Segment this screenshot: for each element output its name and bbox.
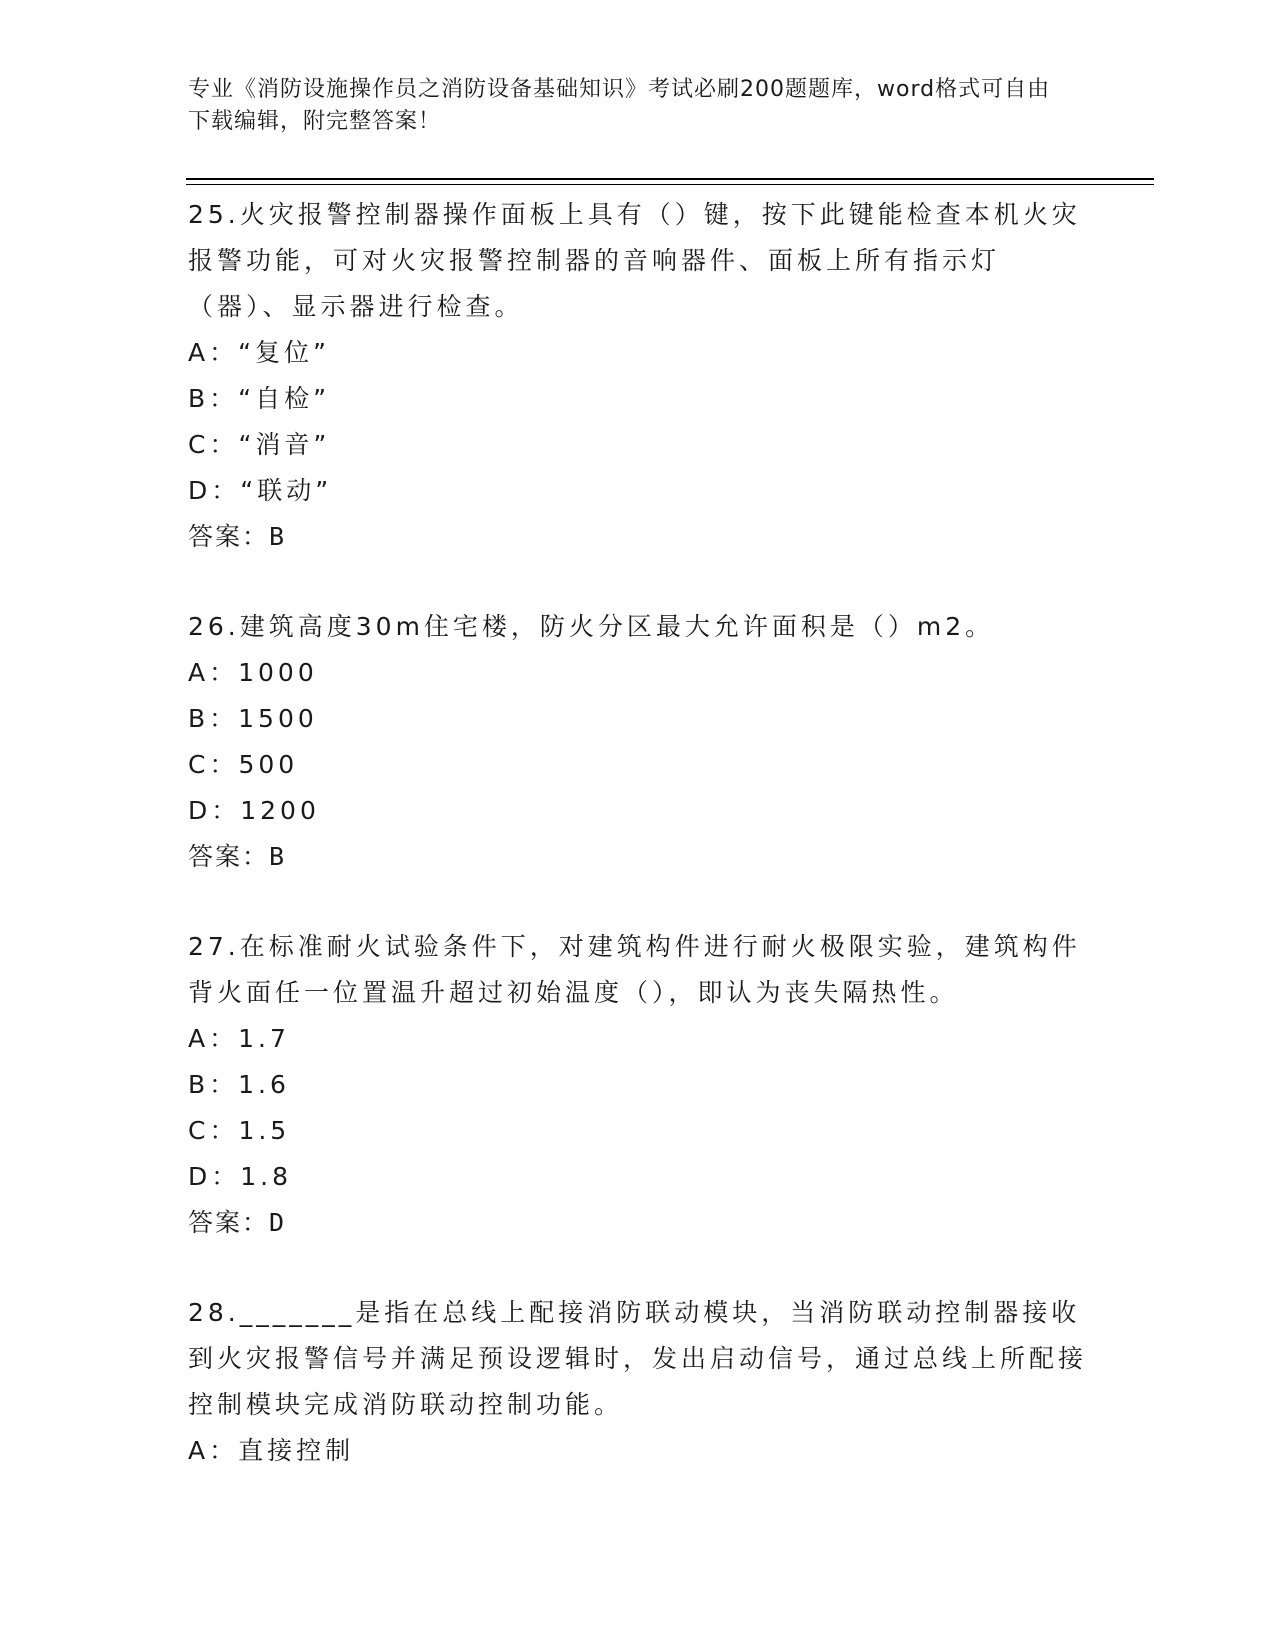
header-divider-thick bbox=[186, 178, 1154, 180]
question-stem: 25.火灾报警控制器操作面板上具有（）键，按下此键能检查本机火灾报警功能，可对火灾报警控制器的音响器件、面板上所有指示灯（器）、显示器进行检查。 bbox=[188, 200, 1081, 321]
answer-value: B bbox=[269, 522, 287, 551]
answer-value: D bbox=[269, 1208, 287, 1237]
question-28 bbox=[188, 1290, 1088, 1474]
answer-value: B bbox=[269, 842, 287, 871]
question-stem: 27.在标准耐火试验条件下，对建筑构件进行耐火极限实验，建筑构件背火面任一位置温升超过初始温度（），即认为丧失隔热性。 bbox=[188, 932, 1081, 1007]
option-c: C：“消音” bbox=[188, 430, 331, 459]
answer-label: 答案： bbox=[188, 522, 270, 551]
option-b: B：1.6 bbox=[188, 1070, 290, 1099]
header-divider-thin bbox=[186, 184, 1154, 185]
question-27 bbox=[188, 924, 1088, 1246]
question-25 bbox=[188, 192, 1088, 560]
answer-line bbox=[188, 834, 1088, 880]
option-a: A：1000 bbox=[188, 658, 318, 687]
option-d: D：1200 bbox=[188, 796, 320, 825]
document-header: 专业《消防设施操作员之消防设备基础知识》考试必刷200题题库，word格式可自由下载编辑，附完整答案！ bbox=[188, 77, 1051, 134]
option-a: A：直接控制 bbox=[188, 1436, 355, 1465]
question-stem: 28._______是指在总线上配接消防联动模块，当消防联动控制器接收到火灾报警信号并满足预设逻辑时，发出启动信号，通过总线上所配接控制模块完成消防联动控制功能。 bbox=[188, 1298, 1088, 1419]
option-b: B：1500 bbox=[188, 704, 318, 733]
option-a: A：1.7 bbox=[188, 1024, 290, 1053]
option-d: D：“联动” bbox=[188, 476, 333, 505]
question-list bbox=[188, 192, 1088, 1518]
option-c: C：1.5 bbox=[188, 1116, 291, 1145]
question-26 bbox=[188, 604, 1088, 880]
answer-line bbox=[188, 1200, 1088, 1246]
answer-line bbox=[188, 514, 1088, 560]
option-c: C：500 bbox=[188, 750, 299, 779]
question-stem: 26.建筑高度30m住宅楼，防火分区最大允许面积是（）m2。 bbox=[188, 612, 995, 641]
option-d: D：1.8 bbox=[188, 1162, 293, 1191]
answer-label: 答案： bbox=[188, 1208, 270, 1237]
answer-label: 答案： bbox=[188, 842, 270, 871]
option-a: A：“复位” bbox=[188, 338, 331, 367]
option-b: B：“自检” bbox=[188, 384, 331, 413]
